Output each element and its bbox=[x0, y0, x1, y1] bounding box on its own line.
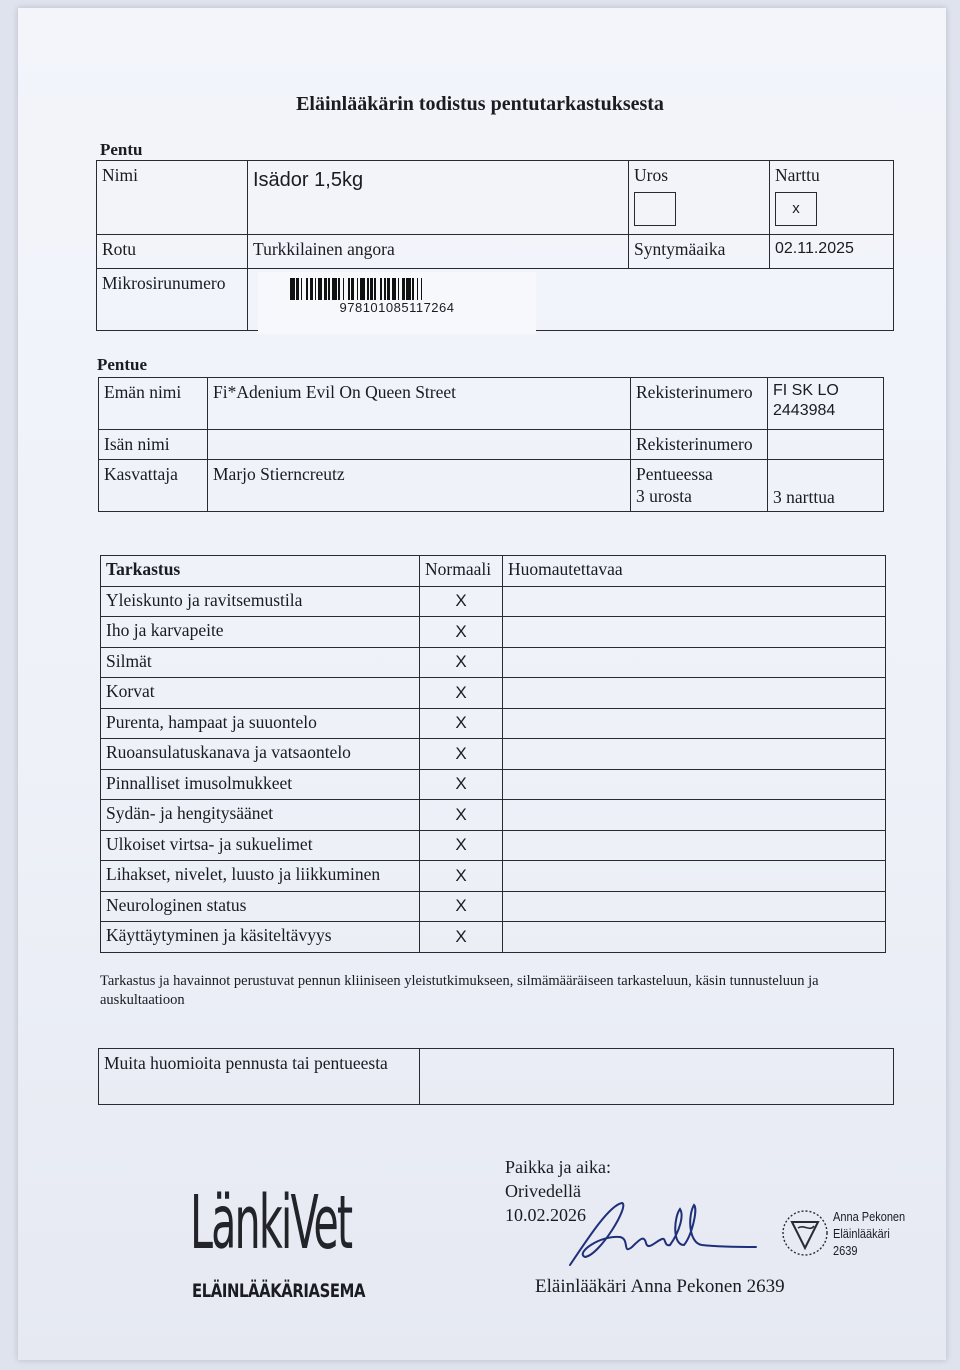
breeder-value: Marjo Stierncreutz bbox=[208, 460, 631, 512]
in-litter-cell bbox=[631, 460, 768, 512]
inspection-row bbox=[101, 586, 886, 617]
breeder-label: Kasvattaja bbox=[99, 460, 208, 512]
mother-reg-line1: FI SK LO bbox=[773, 382, 839, 399]
clinic-logo-subtitle: ELÄINLÄÄKÄRIASEMA bbox=[192, 1280, 366, 1302]
inspection-normal-mark: X bbox=[420, 647, 503, 678]
breed-label: Rotu bbox=[97, 235, 248, 269]
other-table bbox=[98, 1048, 894, 1105]
inspection-remark bbox=[503, 891, 886, 922]
litter-table bbox=[98, 377, 884, 512]
inspection-normal-mark: X bbox=[420, 586, 503, 617]
microchip-sticker bbox=[258, 272, 536, 334]
inspection-normal-mark: X bbox=[420, 617, 503, 648]
inspection-row bbox=[101, 647, 886, 678]
inspection-row bbox=[101, 922, 886, 953]
mother-value: Fi*Adenium Evil On Queen Street bbox=[208, 378, 631, 430]
female-label: Narttu bbox=[775, 165, 820, 185]
inspection-normal-mark: X bbox=[420, 830, 503, 861]
inspection-item: Ruoansulatuskanava ja vatsaontelo bbox=[101, 739, 420, 770]
barcode-image bbox=[290, 278, 504, 300]
father-reg-label: Rekisterinumero bbox=[631, 430, 768, 460]
inspection-normal-mark: X bbox=[420, 769, 503, 800]
inspection-row bbox=[101, 830, 886, 861]
name-label: Nimi bbox=[97, 161, 248, 235]
col-normal-header: Normaali bbox=[420, 556, 503, 587]
col-check-header: Tarkastus bbox=[101, 556, 420, 587]
inspection-row bbox=[101, 861, 886, 892]
inspection-remark bbox=[503, 617, 886, 648]
other-value bbox=[420, 1049, 894, 1105]
chip-label: Mikrosirunumero bbox=[97, 269, 248, 331]
inspection-item: Yleiskunto ja ravitsemustila bbox=[101, 586, 420, 617]
male-cell bbox=[629, 161, 770, 235]
col-remarks-header: Huomautettavaa bbox=[503, 556, 886, 587]
inspection-normal-mark: X bbox=[420, 708, 503, 739]
inspection-remark bbox=[503, 678, 886, 709]
mother-label: Emän nimi bbox=[99, 378, 208, 430]
stamp-title: Eläinlääkäri bbox=[833, 1227, 890, 1241]
mother-reg-line2: 2443984 bbox=[773, 402, 836, 419]
document-title: Eläinlääkärin todistus pentutarkastuksesta bbox=[296, 93, 664, 115]
place-label: Paikka ja aika: bbox=[505, 1157, 611, 1177]
inspection-normal-mark: X bbox=[420, 922, 503, 953]
inspection-row bbox=[101, 739, 886, 770]
birth-label: Syntymäaika bbox=[629, 235, 770, 269]
birth-value: 02.11.2025 bbox=[770, 235, 894, 269]
inspection-normal-mark: X bbox=[420, 861, 503, 892]
inspection-normal-mark: X bbox=[420, 739, 503, 770]
vet-name-line: Eläinlääkäri Anna Pekonen 2639 bbox=[535, 1276, 785, 1297]
breed-value: Turkkilainen angora bbox=[248, 235, 629, 269]
female-checkbox: x bbox=[775, 192, 817, 226]
signature-stroke bbox=[570, 1203, 756, 1265]
inspection-remark bbox=[503, 647, 886, 678]
in-litter-label: Pentueessa bbox=[636, 464, 713, 484]
inspection-item: Pinnalliset imusolmukkeet bbox=[101, 769, 420, 800]
inspection-remark bbox=[503, 769, 886, 800]
females-count: 3 narttua bbox=[768, 460, 884, 512]
father-value bbox=[208, 430, 631, 460]
mother-reg-cell bbox=[768, 378, 884, 430]
date-value: 10.02.2026 bbox=[505, 1205, 586, 1225]
inspection-item: Käyttäytyminen ja käsiteltävyys bbox=[101, 922, 420, 953]
inspection-remark bbox=[503, 739, 886, 770]
father-reg-value bbox=[768, 430, 884, 460]
inspection-normal-mark: X bbox=[420, 800, 503, 831]
inspection-remark bbox=[503, 861, 886, 892]
female-cell bbox=[770, 161, 894, 235]
inspection-table bbox=[100, 555, 886, 953]
inspection-item: Korvat bbox=[101, 678, 420, 709]
father-label: Isän nimi bbox=[99, 430, 208, 460]
inspection-item: Sydän- ja hengitysäänet bbox=[101, 800, 420, 831]
inspection-rows bbox=[101, 586, 886, 952]
other-label: Muita huomioita pennusta tai pentueesta bbox=[99, 1049, 420, 1105]
signature-image bbox=[560, 1195, 770, 1275]
inspection-row bbox=[101, 800, 886, 831]
section-puppy: Pentu bbox=[100, 140, 143, 159]
mother-reg-label: Rekisterinumero bbox=[631, 378, 768, 430]
inspection-remark bbox=[503, 830, 886, 861]
inspection-row bbox=[101, 708, 886, 739]
clinic-logo: LänkiVet bbox=[190, 1180, 352, 1266]
inspection-row bbox=[101, 678, 886, 709]
inspection-normal-mark: X bbox=[420, 678, 503, 709]
inspection-remark bbox=[503, 800, 886, 831]
vet-stamp-seal bbox=[780, 1208, 830, 1258]
male-checkbox bbox=[634, 192, 676, 226]
inspection-item: Silmät bbox=[101, 647, 420, 678]
inspection-item: Iho ja karvapeite bbox=[101, 617, 420, 648]
inspection-row bbox=[101, 891, 886, 922]
inspection-item: Neurologinen status bbox=[101, 891, 420, 922]
inspection-row bbox=[101, 617, 886, 648]
inspection-item: Lihakset, nivelet, luusto ja liikkuminen bbox=[101, 861, 420, 892]
inspection-remark bbox=[503, 708, 886, 739]
inspection-item: Purenta, hampaat ja suuontelo bbox=[101, 708, 420, 739]
inspection-normal-mark: X bbox=[420, 891, 503, 922]
inspection-item: Ulkoiset virtsa- ja sukuelimet bbox=[101, 830, 420, 861]
inspection-remark bbox=[503, 586, 886, 617]
inspection-note: Tarkastus ja havainnot perustuvat pennun kliiniseen yleistutkimukseen, silmämääräiseen tarkasteluun, käsin tunnusteluun ja auskultaatioon bbox=[100, 973, 819, 1008]
stamp-name: Anna Pekonen bbox=[833, 1210, 906, 1224]
stamp-number: 2639 bbox=[833, 1244, 858, 1258]
males-count: 3 urosta bbox=[636, 486, 692, 506]
male-label: Uros bbox=[634, 165, 669, 185]
section-litter: Pentue bbox=[97, 355, 148, 374]
vet-stamp-text bbox=[833, 1209, 905, 1260]
chip-number: 978101085117264 bbox=[339, 300, 455, 315]
place-value: Orivedellä bbox=[505, 1181, 581, 1201]
inspection-remark bbox=[503, 922, 886, 953]
inspection-row bbox=[101, 769, 886, 800]
name-value: Isädor 1,5kg bbox=[248, 161, 629, 235]
